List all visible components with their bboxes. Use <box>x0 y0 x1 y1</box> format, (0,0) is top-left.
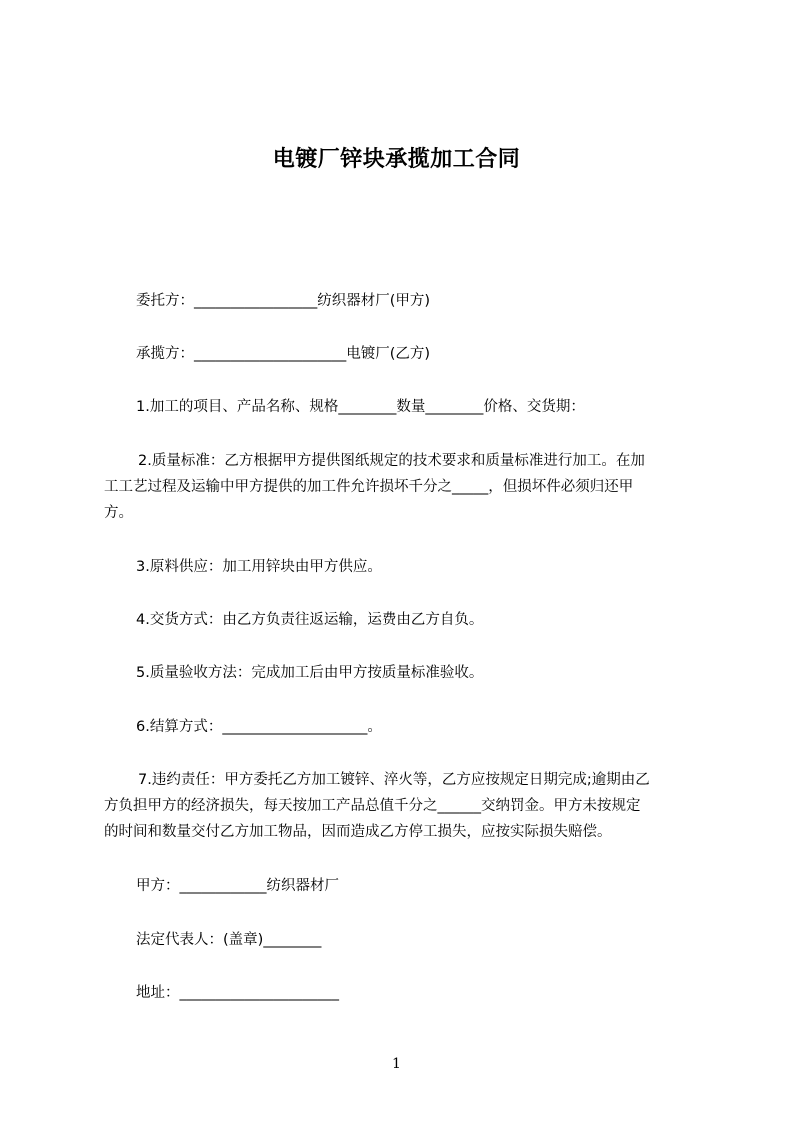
contractor-line: 承揽方：_____________________电镀厂(乙方) <box>136 346 431 362</box>
clause-2-line-1: 2.质量标准：乙方根据甲方提供图纸规定的技术要求和质量标准进行加工。在加 <box>138 453 645 469</box>
client-line: 委托方：_________________纺织器材厂(甲方) <box>136 293 431 309</box>
legal-representative-line: 法定代表人：(盖章)________ <box>136 932 322 948</box>
party-a-line: 甲方：____________纺织器材厂 <box>136 878 339 894</box>
clause-6: 6.结算方式：____________________。 <box>136 719 382 735</box>
clause-5: 5.质量验收方法：完成加工后由甲方按质量标准验收。 <box>136 665 484 681</box>
document-title: 电镀厂锌块承揽加工合同 <box>272 147 521 172</box>
clause-1: 1.加工的项目、产品名称、规格________数量________价格、交货期： <box>136 399 585 415</box>
clause-7-line-2: 方负担甲方的经济损失，每天按加工产品总值千分之______交纳罚金。甲方未按规定 <box>104 798 641 814</box>
clause-2 <box>104 448 704 526</box>
clause-3: 3.原料供应：加工用锌块由甲方供应。 <box>136 559 382 575</box>
page-number: 1 <box>392 1056 401 1072</box>
address-line: 地址：______________________ <box>136 985 339 1001</box>
clause-7-line-1: 7.违约责任：甲方委托乙方加工镀锌、淬火等，乙方应按规定日期完成;逾期由乙 <box>138 772 650 788</box>
clause-7-line-3: 的时间和数量交付乙方加工物品，因而造成乙方停工损失，应按实际损失赔偿。 <box>104 824 612 840</box>
clause-4: 4.交货方式：由乙方负责往返运输，运费由乙方自负。 <box>136 612 484 628</box>
clause-2-line-2: 工工艺过程及运输中甲方提供的加工件允许损坏千分之_____，但损坏件必须归还甲 <box>104 479 634 495</box>
clause-7 <box>104 767 704 845</box>
clause-2-line-3: 方。 <box>104 505 133 521</box>
